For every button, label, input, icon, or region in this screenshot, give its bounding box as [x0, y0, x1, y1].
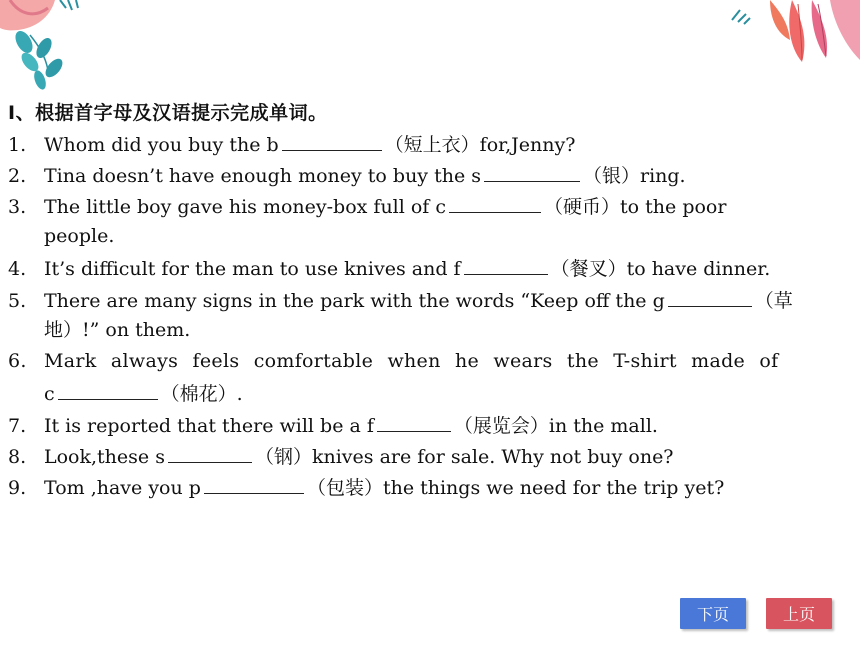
question-text-end: to the poor [620, 196, 727, 218]
question-5-continuation: 地）!” on them. [44, 319, 191, 341]
question-text-end: . [236, 383, 243, 405]
question-9 [8, 471, 724, 504]
chinese-hint: （硬币） [544, 196, 621, 218]
question-number: 3. [8, 196, 27, 218]
question-text-end: ring. [640, 165, 686, 187]
question-number: 1. [8, 134, 27, 156]
floral-decoration-top-left [0, 0, 110, 95]
question-text: There are many signs in the park with the words “Keep off the g [44, 290, 665, 312]
exercise-heading: Ⅰ、根据首字母及汉语提示完成单词。 [8, 102, 328, 124]
chinese-hint: （包装） [306, 477, 383, 499]
floral-decoration-top-right [730, 0, 860, 75]
chinese-hint: （草 [754, 290, 793, 312]
question-text-end: the things we need for the trip yet? [382, 477, 725, 499]
question-6 [8, 346, 779, 377]
question-2 [8, 159, 686, 192]
answer-blank[interactable] [449, 190, 541, 213]
question-8 [8, 440, 674, 473]
question-text: Whom did you buy the b [44, 134, 279, 156]
answer-blank[interactable] [464, 252, 548, 275]
question-6-continuation [44, 377, 243, 410]
question-3 [8, 190, 726, 223]
chinese-hint: （钢） [254, 446, 312, 468]
question-number: 6. [8, 350, 27, 372]
answer-blank[interactable] [282, 128, 382, 151]
question-7 [8, 409, 658, 442]
question-text: It is reported that there will be a f [44, 415, 374, 437]
question-1 [8, 128, 575, 161]
previous-page-button[interactable]: 上页 [766, 598, 832, 629]
next-page-button[interactable]: 下页 [680, 598, 746, 629]
chinese-hint: （银） [582, 165, 640, 187]
question-text: Look,these s [44, 446, 165, 468]
question-4 [8, 252, 770, 285]
question-number: 2. [8, 165, 27, 187]
answer-blank[interactable] [58, 377, 158, 400]
answer-blank[interactable] [668, 284, 752, 307]
chinese-hint: （餐叉） [550, 258, 627, 280]
question-text-end: knives are for sale. Why not buy one? [311, 446, 674, 468]
question-5 [8, 284, 793, 317]
chinese-hint: （展览会） [453, 415, 549, 437]
question-text-end: in the mall. [548, 415, 658, 437]
question-3-continuation: people. [44, 225, 115, 247]
question-number: 4. [8, 258, 27, 280]
answer-blank[interactable] [377, 409, 451, 432]
question-text: It’s difficult for the man to use knives and f [44, 258, 461, 280]
answer-blank[interactable] [168, 440, 252, 463]
question-text-end: to have dinner. [626, 258, 771, 280]
question-text-end: for,Jenny? [479, 134, 576, 156]
question-number: 8. [8, 446, 27, 468]
chinese-hint: （短上衣） [384, 134, 480, 156]
question-text: Mark always feels comfortable when he wears the T-shirt made of [44, 350, 779, 372]
question-text: c [44, 383, 55, 405]
chinese-hint: （棉花） [160, 383, 237, 405]
answer-blank[interactable] [484, 159, 580, 182]
question-text: Tina doesn’t have enough money to buy the s [44, 165, 481, 187]
answer-blank[interactable] [204, 471, 304, 494]
question-number: 9. [8, 477, 27, 499]
question-text: Tom ,have you p [44, 477, 201, 499]
question-number: 7. [8, 415, 27, 437]
question-text: The little boy gave his money-box full of c [44, 196, 447, 218]
question-number: 5. [8, 290, 27, 312]
